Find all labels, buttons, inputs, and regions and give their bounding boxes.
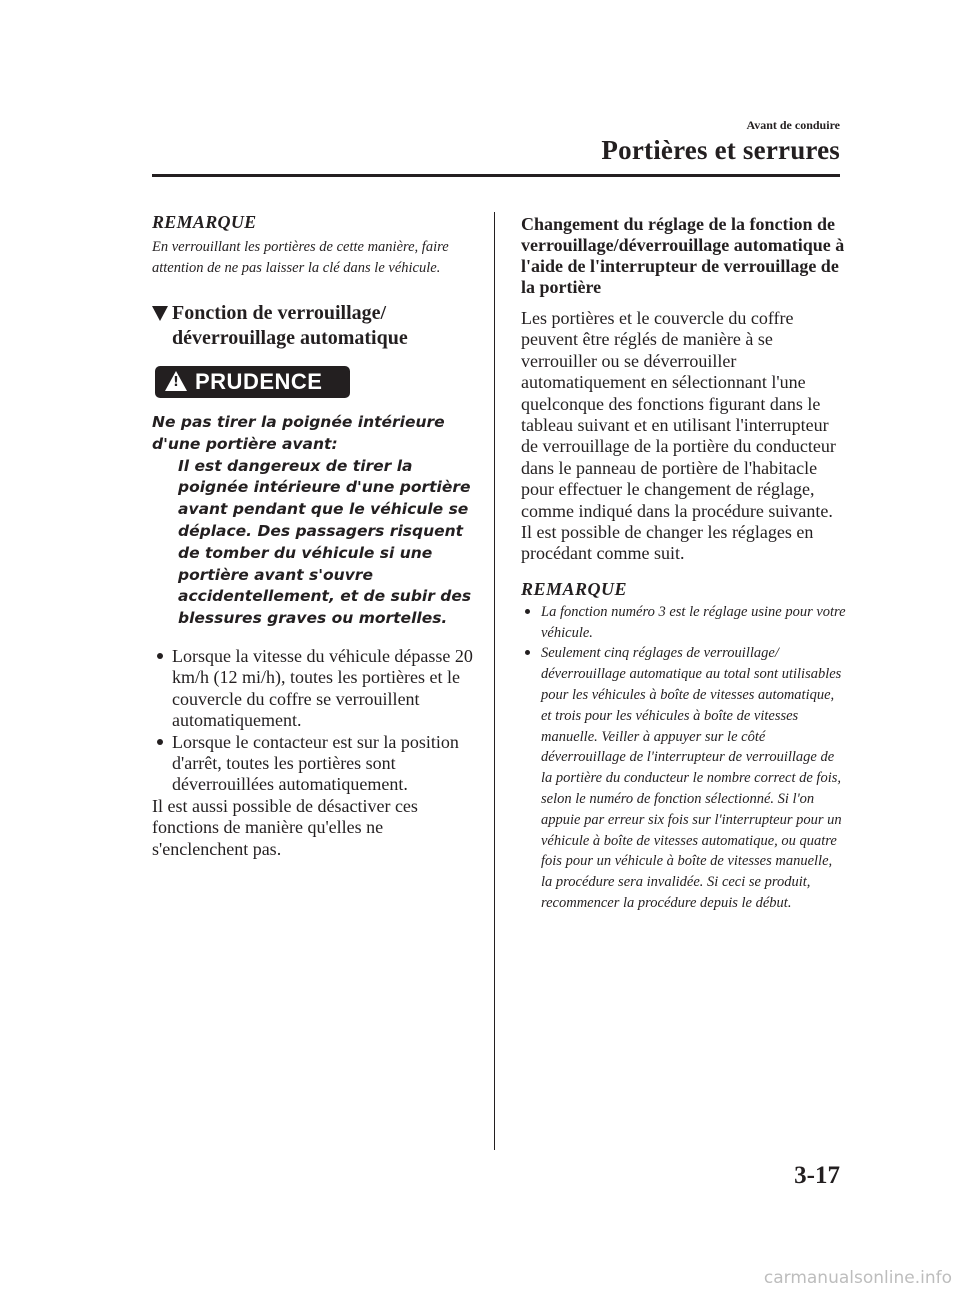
bullet-list	[152, 646, 482, 796]
section-label: Avant de conduire	[746, 118, 840, 132]
list-item	[521, 643, 846, 913]
caution-body: Il est dangereux de tirer la poignée intérieure d'une portière avant pendant que le véhicule se déplace. Des passagers risquent de tomber du véhicule si une portière avant s'ouvre accidentellement, et de subir des blessures graves ou mortelles.	[178, 456, 472, 628]
note-text: En verrouillant les portières de cette manière, faire attention de ne pas laisser la clé dans le véhicule.	[152, 239, 449, 276]
note-title: REMARQUE	[152, 212, 257, 232]
list-item-text: Seulement cinq réglages de verrouillage/ déverrouillage automatique au total sont utilisables pour les véhicules à boîte de vitesses automatique, et trois pour les véhicules à boîte de vitesses manuelle. Veiller à appuyer sur le côté déverrouillage de l'interrupteur de verrouillage de la portière du conducteur le nombre correct de fois, selon le numéro de fonction sélectionné. Si l'on appuie par erreur six fois sur l'interrupteur pour un véhicule à boîte de vitesses automatique, ou quatre fois pour un véhicule à boîte de vitesses manuelle, la procédure sera invalidée. Si ceci se produit, recommencer la procédure depuis le début.	[541, 645, 842, 912]
list-item-text: Lorsque le contacteur est sur la position d'arrêt, toutes les portières sont déverrouillées automatiquement.	[172, 731, 459, 795]
page-title: Portières et serrures	[601, 135, 840, 165]
caution-badge	[155, 366, 350, 398]
bullet-dot-icon	[525, 609, 530, 614]
note-list	[521, 602, 846, 914]
list-item	[152, 646, 482, 732]
section-heading-line-2: déverrouillage automatique	[172, 327, 408, 349]
caution-lead: Ne pas tirer la poignée intérieure d'une portière avant:	[152, 413, 445, 453]
note-block	[152, 212, 482, 279]
bullet-dot-icon	[157, 739, 163, 745]
right-column	[521, 214, 846, 914]
list-item-text: La fonction numéro 3 est le réglage usine pour votre véhicule.	[541, 603, 846, 641]
subsection-heading: Changement du réglage de la fonction de verrouillage/déverrouillage automatique à l'aide de l'interrupteur de verrouillage de la portière	[521, 214, 845, 297]
column-divider	[494, 212, 495, 1150]
triangle-bullet-icon	[152, 306, 168, 321]
list-item	[521, 602, 846, 644]
paragraph: Il est possible de changer les réglages en procédant comme suit.	[521, 522, 814, 564]
warning-triangle-icon	[165, 371, 187, 391]
caution-text	[152, 412, 482, 630]
list-item-text: Lorsque la vitesse du véhicule dépasse 20 km/h (12 mi/h), toutes les portières et le couvercle du coffre se verrouillent automatiquement.	[172, 645, 473, 731]
watermark: carmanualsonline.info	[763, 1268, 952, 1288]
page-number: 3-17	[794, 1162, 840, 1189]
section-heading-line-1: Fonction de verrouillage/	[172, 302, 387, 324]
caution-badge-label: PRUDENCE	[195, 369, 323, 394]
header-rule	[152, 174, 840, 177]
bullet-dot-icon	[525, 650, 530, 655]
paragraph: Il est aussi possible de désactiver ces fonctions de manière qu'elles ne s'enclenchent pas.	[152, 795, 418, 859]
left-column	[152, 212, 482, 860]
bullet-dot-icon	[157, 653, 163, 659]
note-title: REMARQUE	[521, 578, 628, 599]
paragraph: Les portières et le couvercle du coffre peuvent être réglés de manière à se verrouiller ou se déverrouiller automatiquement en sélectionnant l'une quelconque des fonctions figurant dans le tableau suivant et en utilisant l'interrupteur de verrouillage de la portière du conducteur dans le panneau de portière de l'habitacle pour effectuer le changement de réglage, comme indiqué dans la procédure suivante.	[521, 308, 836, 521]
section-heading	[152, 301, 482, 351]
list-item	[152, 732, 482, 796]
